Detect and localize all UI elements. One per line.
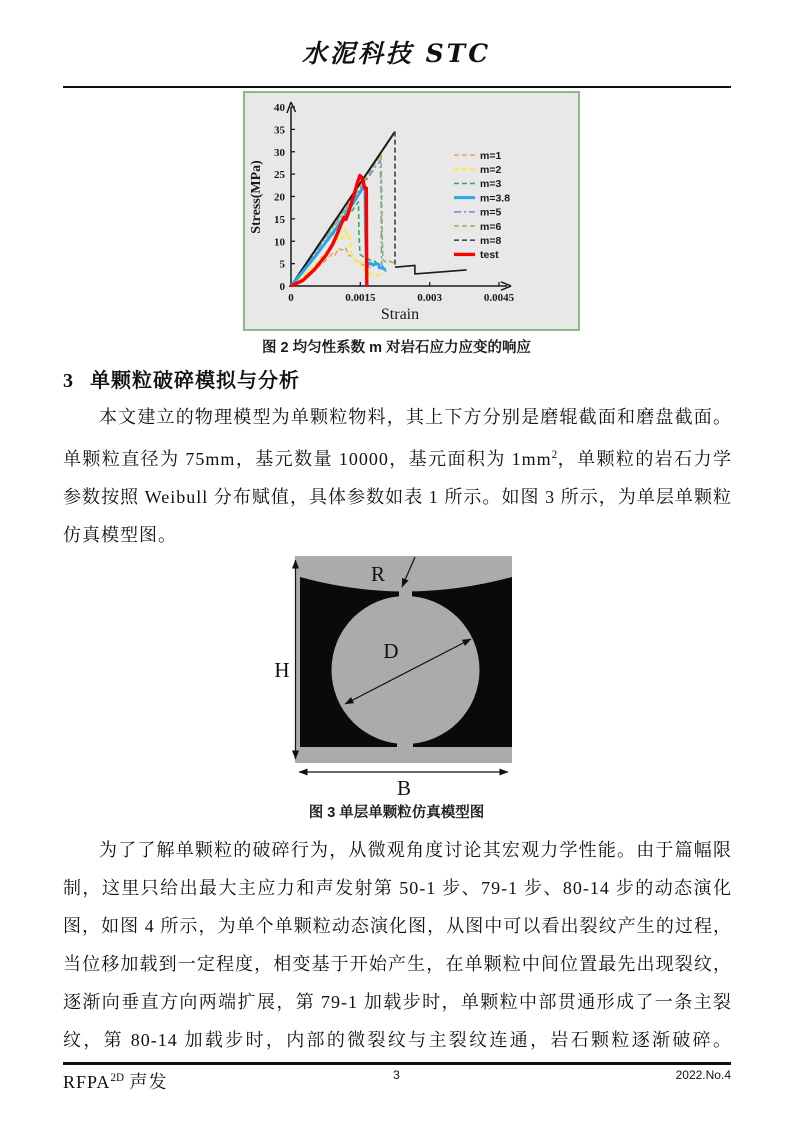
x-tick-label: 0.003	[417, 292, 443, 304]
legend-label-m=6: m=6	[480, 220, 502, 233]
particle-circle	[332, 596, 480, 744]
legend-label-m=2: m=2	[480, 164, 502, 176]
issue-label: 2022.No.4	[675, 1068, 731, 1082]
y-tick-label: 10	[274, 236, 285, 249]
legend-label-m=1: m=1	[480, 149, 502, 162]
height-label: H	[274, 658, 290, 682]
y-tick-label: 30	[274, 146, 285, 159]
paragraph-1	[63, 398, 732, 554]
figure3-caption: 图 3 单层单颗粒仿真模型图	[308, 805, 485, 821]
y-tick-label: 15	[274, 213, 285, 226]
y-tick-label: 20	[274, 191, 285, 204]
paragraph-1-text: 本文建立的物理模型为单颗粒物料，其上下方分别是磨辊截面和磨盘截面。单颗粒直径为 75mm，基元数量 10000，基元面积为 1mm	[63, 407, 732, 469]
superscript: 2D	[110, 1072, 125, 1084]
legend-label-m=8: m=8	[480, 235, 502, 247]
roller-radius-label: R	[370, 562, 386, 586]
figure2-panel	[243, 91, 580, 331]
series-m8-postpeak	[395, 265, 467, 274]
footer-rule	[63, 1062, 731, 1065]
particle-model-diagram	[274, 554, 526, 800]
x-axis-title: Strain	[380, 306, 420, 323]
header-rule	[63, 86, 731, 88]
x-tick-label: 0.0015	[345, 292, 376, 304]
journal-title: 水泥科技 STC	[301, 39, 492, 68]
width-label: B	[396, 776, 412, 800]
paragraph-1-text: ，单颗粒的岩石力学参数按照 Weibull 分布赋值，具体参数如表 1 所示。如图 3 所示，为单层单颗粒仿真模型图。	[63, 449, 732, 545]
paragraph-2-text: 声发	[124, 1072, 168, 1092]
x-tick-label: 0	[288, 292, 294, 304]
section-number: 3	[63, 370, 74, 392]
figure2-caption: 图 2 均匀性系数 m 对岩石应力应变的响应	[261, 340, 532, 356]
bottom-contact-neck	[397, 738, 413, 749]
y-tick-label: 25	[274, 169, 285, 182]
section-heading	[63, 364, 300, 393]
legend-label-m=5: m=5	[480, 206, 502, 219]
y-tick-label: 0	[279, 281, 285, 293]
figure3-panel	[274, 554, 526, 800]
x-tick-label: 0.0045	[483, 292, 515, 304]
stress-strain-chart	[245, 93, 578, 329]
y-axis-title: Stress(MPa)	[249, 160, 264, 234]
y-tick-label: 5	[279, 258, 285, 271]
series-m8-rise	[291, 132, 395, 286]
series-m=3.8	[291, 186, 386, 286]
legend-label-m=3: m=3	[480, 178, 502, 191]
y-tick-label: 35	[274, 124, 285, 137]
superscript: 2	[551, 449, 558, 461]
diameter-label: D	[383, 639, 399, 663]
paragraph-2-text: 为了了解单颗粒的破碎行为，从微观角度讨论其宏观力学性能。由于篇幅限制，这里只给出最大主应力和声发射第 50-1 步、79-1 步、80-14 步的动态演化图，如图 4 所示，为单个单颗粒动态演化图，从图中可以看出裂纹产生的过程，当位移加载到一定程度，相变基于开始产生，在单颗粒中间位置最先出现裂纹，逐渐向垂直方向两端扩展，第 79-1 加载步时，单颗粒中部贯通形成了一条主裂纹，第 80-14 加载步时，内部的微裂纹与主裂纹连通，岩石颗粒逐渐破碎。RFPA	[63, 840, 732, 1092]
legend-label-m=3.8: m=3.8	[480, 192, 511, 205]
page-number: 3	[393, 1068, 400, 1082]
y-tick-label: 40	[274, 102, 285, 114]
section-title: 单颗粒破碎模拟与分析	[90, 370, 300, 392]
paragraph-2	[63, 831, 732, 1101]
legend-label-test: test	[480, 249, 499, 262]
